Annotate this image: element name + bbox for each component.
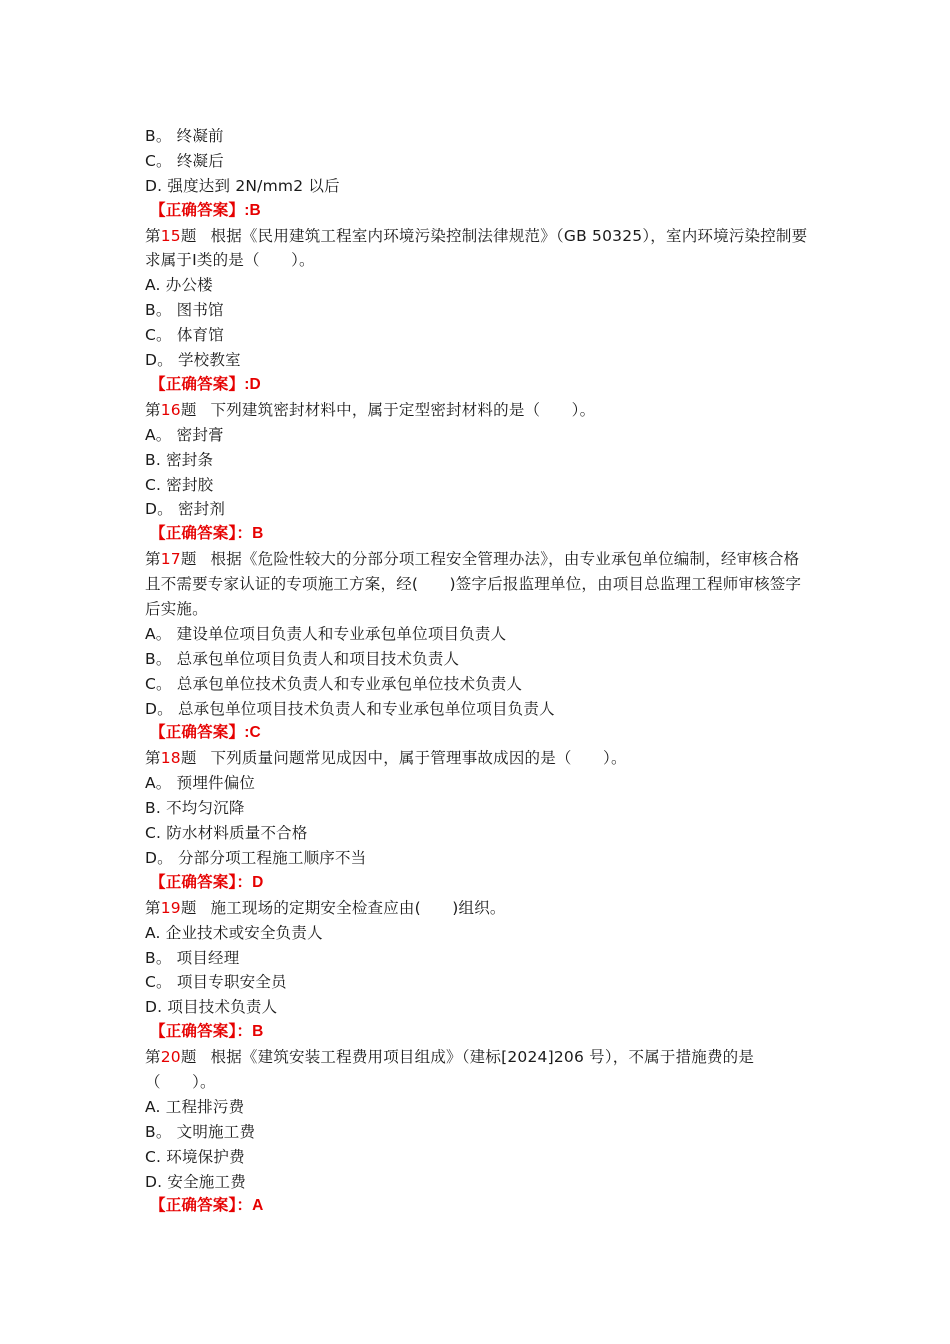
option-c: C。 项目专职安全员	[145, 973, 287, 992]
option-d: D. 安全施工费	[145, 1172, 246, 1191]
correct-answer: 【正确答案】:D	[150, 375, 261, 393]
option-c: C。 终凝后	[145, 151, 224, 170]
question-suffix: 题	[180, 400, 197, 419]
question-suffix: 题	[180, 749, 197, 768]
question-stem	[145, 224, 810, 274]
question-number: 17	[160, 550, 181, 569]
correct-answer: 【正确答案】:C	[150, 724, 261, 742]
option-b: B。 图书馆	[145, 301, 224, 320]
question-number: 18	[160, 749, 181, 768]
option-b: B。 文明施工费	[145, 1122, 256, 1141]
question-prefix: 第	[145, 226, 161, 245]
option-a: A。 预埋件偏位	[145, 774, 256, 793]
correct-answer: 【正确答案】:B	[150, 201, 261, 219]
question-number: 19	[160, 898, 181, 917]
question-text: 根据《危险性较大的分部分项工程安全管理办法》，由专业承包单位编制，经审核合格且不需要专家认证的专项施工方案，经( )签字后报监理单位，由项目总监理工程师审核签字后实施。	[145, 550, 802, 618]
question-prefix: 第	[145, 550, 161, 569]
option-d: D. 项目技术负责人	[145, 998, 278, 1017]
option-b: B. 密封条	[145, 450, 214, 469]
correct-answer: 【正确答案】：B	[150, 1023, 264, 1041]
option-c: C。 体育馆	[145, 326, 224, 345]
correct-answer: 【正确答案】：A	[150, 1197, 264, 1215]
question-number: 20	[160, 1048, 181, 1067]
option-d: D。 学校教室	[145, 351, 241, 370]
option-b: B。 总承包单位项目负责人和项目技术负责人	[145, 649, 460, 668]
option-b: B。 项目经理	[145, 948, 240, 967]
correct-answer: 【正确答案】：D	[150, 873, 264, 891]
question-prefix: 第	[145, 400, 161, 419]
question-stem	[145, 398, 810, 423]
question-prefix: 第	[145, 898, 161, 917]
option-c: C. 环境保护费	[145, 1147, 245, 1166]
question-15	[145, 224, 810, 398]
question-19	[145, 896, 810, 1045]
question-stem	[145, 896, 810, 921]
question-stem	[145, 547, 810, 622]
option-c: C. 防水材料质量不合格	[145, 824, 308, 843]
question-stem	[145, 1045, 810, 1095]
question-suffix: 题	[180, 898, 197, 917]
question-suffix: 题	[180, 1048, 197, 1067]
question-number: 15	[160, 226, 181, 245]
question-stem	[145, 746, 810, 771]
question-20	[145, 1045, 810, 1219]
question-suffix: 题	[180, 550, 197, 569]
question-suffix: 题	[180, 226, 197, 245]
question-17	[145, 547, 810, 746]
question-prefix: 第	[145, 1048, 161, 1067]
question-text: 下列建筑密封材料中，属于定型密封材料的是（ ）。	[210, 400, 596, 419]
option-b: B. 不均匀沉降	[145, 799, 245, 818]
option-a: A. 办公楼	[145, 276, 213, 295]
option-d: D。 密封剂	[145, 500, 226, 519]
option-a: A。 密封膏	[145, 425, 224, 444]
question-text: 根据《民用建筑工程室内环境污染控制法律规范》（GB 50325），室内环境污染控制要求属于Ⅰ类的是（ ）。	[145, 226, 808, 270]
question-18	[145, 746, 810, 895]
question-14-tail	[145, 124, 810, 224]
option-b: B。 终凝前	[145, 127, 224, 145]
question-text: 根据《建筑安装工程费用项目组成》（建标[2024]206 号），不属于措施费的是（ ）。	[145, 1048, 755, 1091]
option-d: D. 强度达到 2N/mm2 以后	[145, 176, 340, 195]
question-prefix: 第	[145, 749, 161, 768]
option-d: D。 总承包单位项目技术负责人和专业承包单位项目负责人	[145, 699, 555, 718]
exam-content	[145, 124, 810, 1219]
question-16	[145, 398, 810, 547]
question-text: 下列质量问题常见成因中，属于管理事故成因的是（ ）。	[210, 749, 627, 768]
option-d: D。 分部分项工程施工顺序不当	[145, 848, 367, 867]
question-text: 施工现场的定期安全检查应由( )组织。	[210, 898, 506, 917]
option-c: C. 密封胶	[145, 475, 214, 494]
option-a: A。 建设单位项目负责人和专业承包单位项目负责人	[145, 624, 507, 643]
option-a: A. 工程排污费	[145, 1097, 245, 1116]
option-c: C。 总承包单位技术负责人和专业承包单位技术负责人	[145, 674, 523, 693]
correct-answer: 【正确答案】：B	[150, 525, 264, 543]
question-number: 16	[160, 400, 181, 419]
option-a: A. 企业技术或安全负责人	[145, 923, 323, 942]
